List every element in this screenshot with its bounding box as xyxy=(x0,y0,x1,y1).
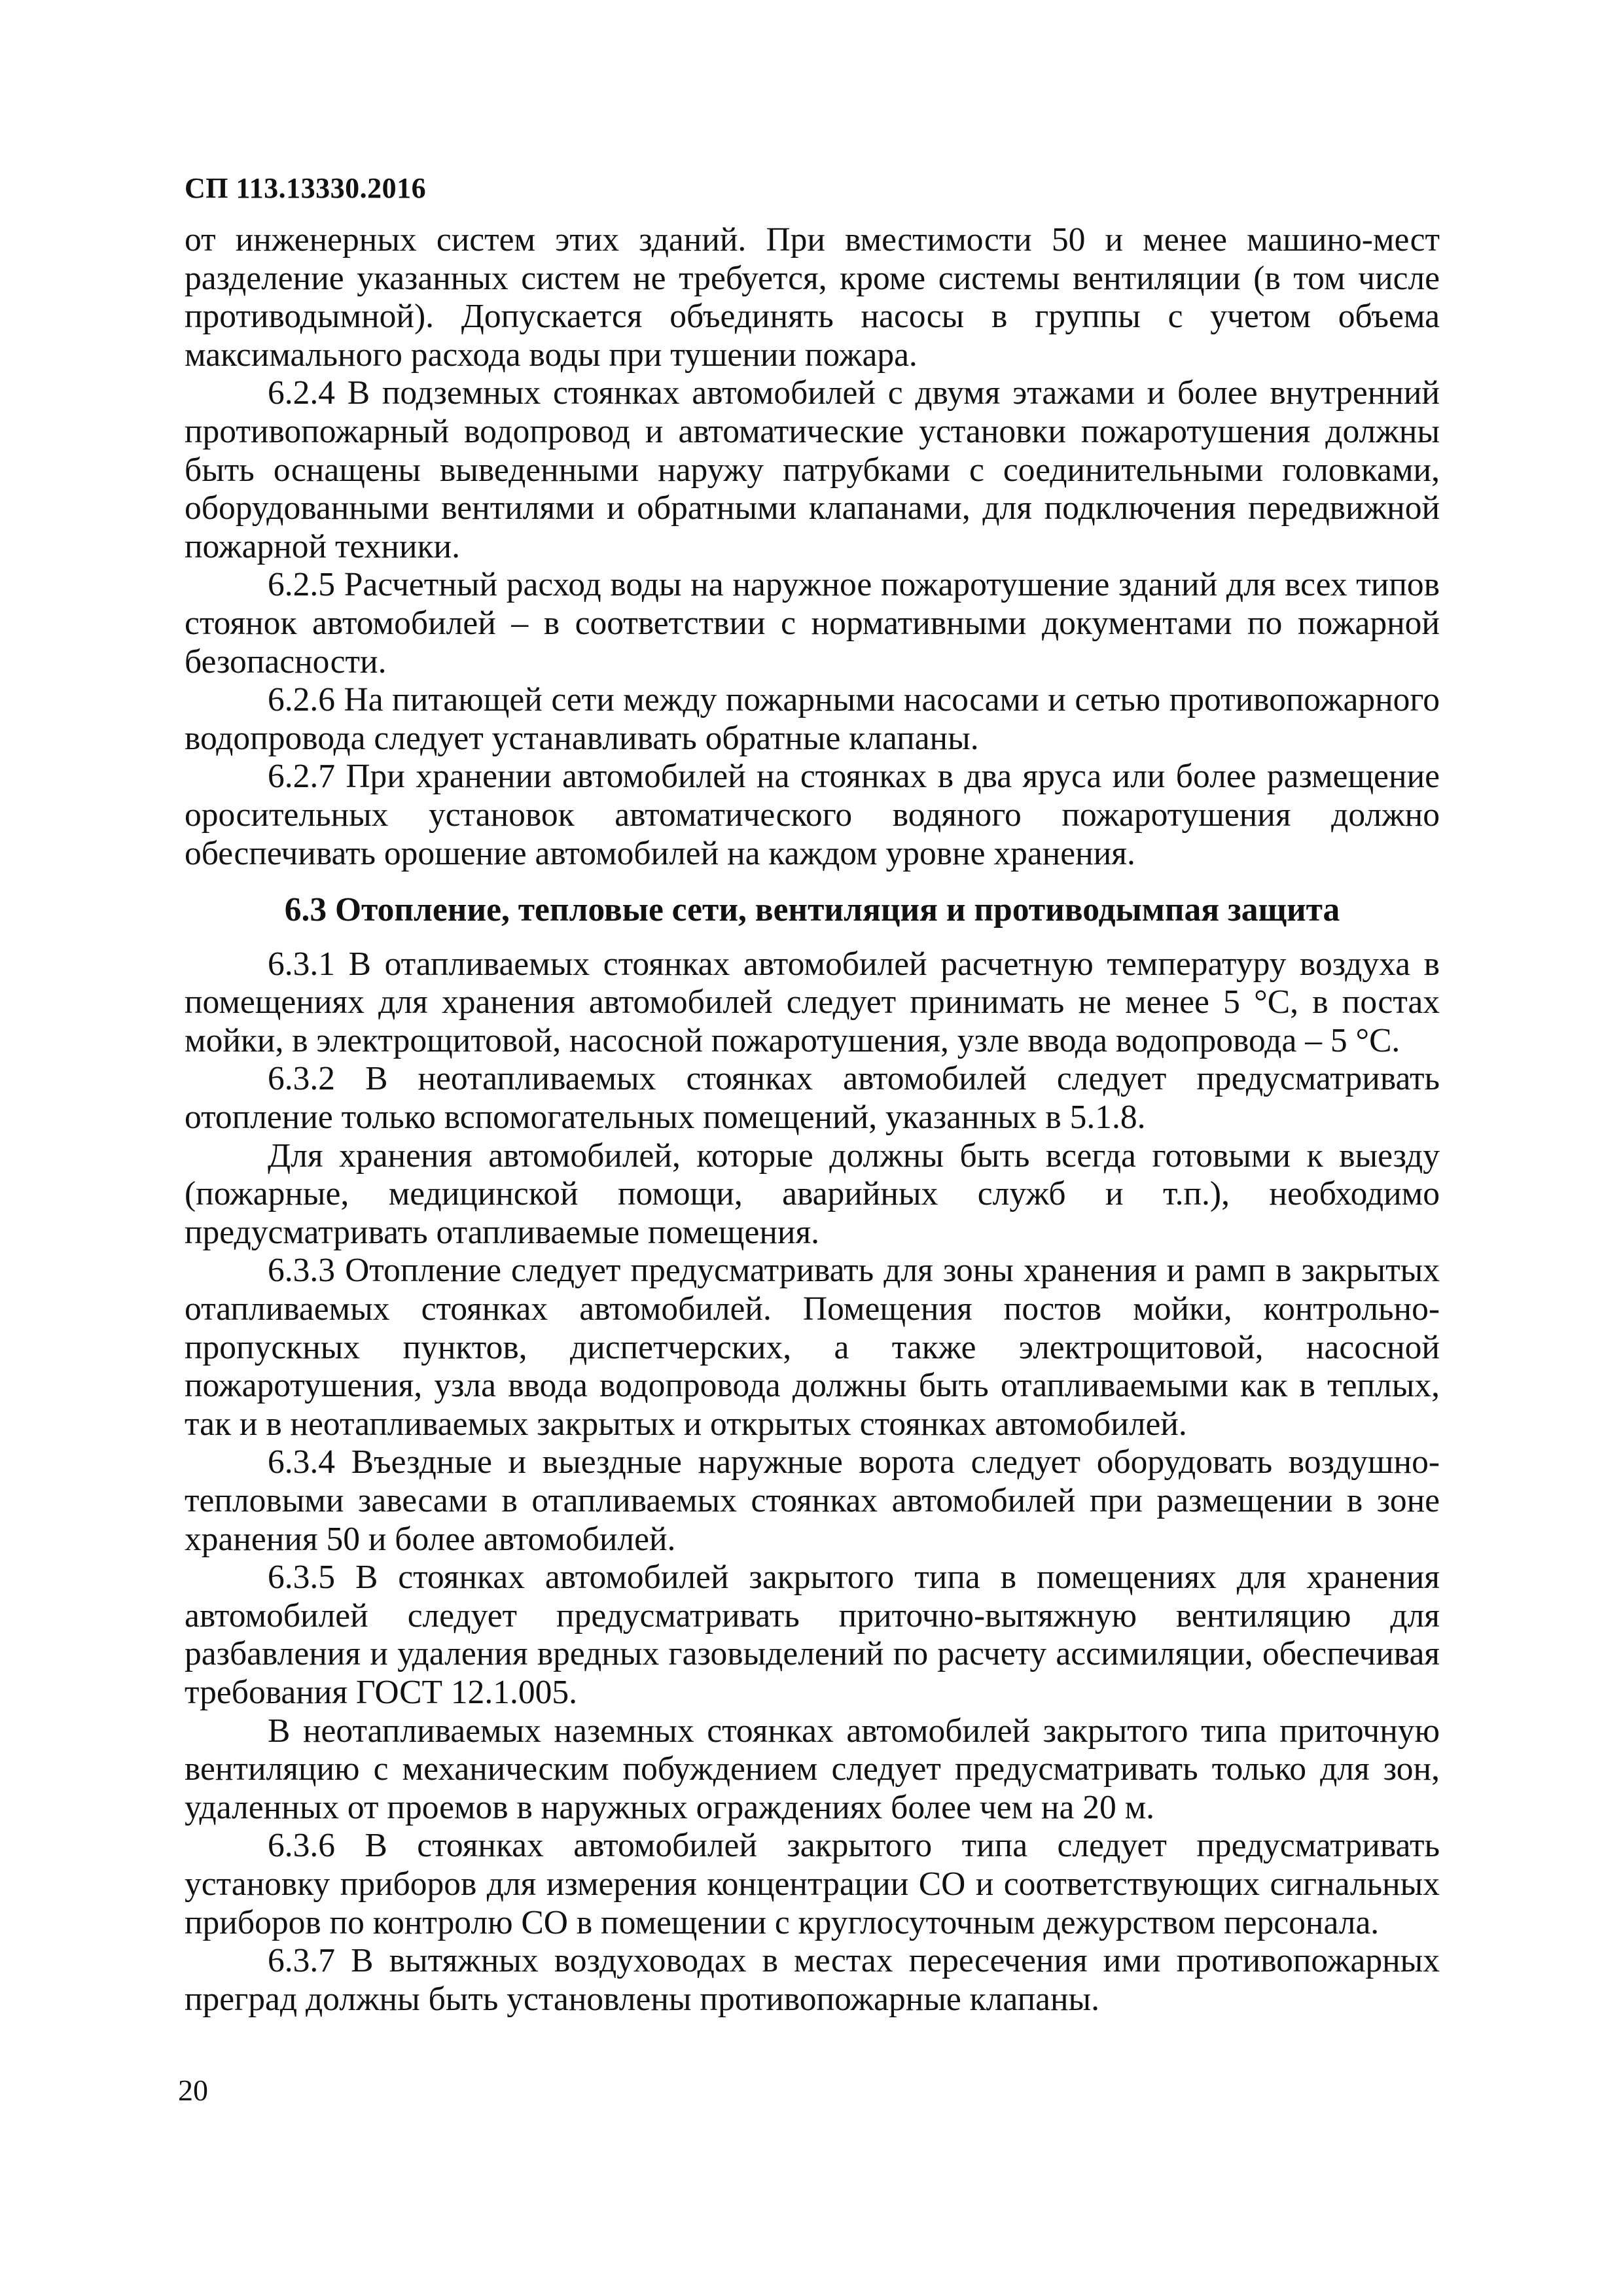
paragraph-6-3-1: 6.3.1 В отапливаемых стоянках автомобилей расчетную температуру воздуха в помещениях для хранения автомобилей следует принимать не менее 5 °С, в постах мойки, в электрощитовой, насосной пожаротушения, узле ввода водопровода – 5 °С. xyxy=(185,945,1440,1059)
paragraph-6-3-5-continued: В неотапливаемых наземных стоянках автомобилей закрытого типа приточную вентиляцию с механическим побуждением следует предусматривать только для зон, удаленных от проемов в наружных ограждениях более чем на 20 м. xyxy=(185,1712,1440,1826)
paragraph-6-3-2: 6.3.2 В неотапливаемых стоянках автомобилей следует предусматривать отопление только вспомогательных помещений, указанных в 5.1.8. xyxy=(185,1060,1440,1137)
document-code-header: СП 113.13330.2016 xyxy=(185,172,427,204)
paragraph-6-3-7: 6.3.7 В вытяжных воздуховодах в местах пересечения ими противопожарных преград должны быть установлены противопожарные клапаны. xyxy=(185,1942,1440,2018)
paragraph-6-2-4: 6.2.4 В подземных стоянках автомобилей с двумя этажами и более внутренний противопожарный водопровод и автоматические установки пожаротушения должны быть оснащены выведенными наружу патрубками с соединительными головками, оборудованными вентилями и обратными клапанами, для подключения передвижной пожарной техники. xyxy=(185,374,1440,565)
document-body xyxy=(185,221,1440,2019)
paragraph-6-2-7: 6.2.7 При хранении автомобилей на стоянках в два яруса или более размещение оросительных установок автоматического водяного пожаротушения должно обеспечивать орошение автомобилей на каждом уровне хранения. xyxy=(185,758,1440,872)
paragraph-6-3-5: 6.3.5 В стоянках автомобилей закрытого типа в помещениях для хранения автомобилей следует предусматривать приточно-вытяжную вентиляцию для разбавления и удаления вредных газовыделений по расчету ассимиляции, обеспечивая требования ГОСТ 12.1.005. xyxy=(185,1559,1440,1711)
paragraph-6-2-5: 6.2.5 Расчетный расход воды на наружное пожаротушение зданий для всех типов стоянок автомобилей – в соответствии с нормативными документами по пожарной безопасности. xyxy=(185,566,1440,680)
paragraph-6-3-4: 6.3.4 Въездные и выездные наружные ворота следует оборудовать воздушно-тепловыми завесами в отапливаемых стоянках автомобилей при размещении в зоне хранения 50 и более автомобилей. xyxy=(185,1443,1440,1558)
paragraph-6-3-3: 6.3.3 Отопление следует предусматривать для зоны хранения и рамп в закрытых отапливаемых стоянках автомобилей. Помещения постов мойки, контрольно-пропускных пунктов, диспетчерских, а также электрощитовой, насосной пожаротушения, узла ввода водопровода должны быть отапливаемыми как в теплых, так и в неотапливаемых закрытых и открытых стоянках автомобилей. xyxy=(185,1252,1440,1443)
paragraph-continuation: от инженерных систем этих зданий. При вместимости 50 и менее машино-мест разделение указанных систем не требуется, кроме системы вентиляции (в том числе противодымной). Допускается объединять насосы в группы с учетом объема максимального расхода воды при тушении пожара. xyxy=(185,221,1440,374)
paragraph-6-2-6: 6.2.6 На питающей сети между пожарными насосами и сетью противопожарного водопровода следует устанавливать обратные клапаны. xyxy=(185,681,1440,757)
paragraph-6-3-2-continued: Для хранения автомобилей, которые должны быть всегда готовыми к выезду (пожарные, медицинской помощи, аварийных служб и т.п.), необходимо предусматривать отапливаемые помещения. xyxy=(185,1137,1440,1251)
paragraph-6-3-6: 6.3.6 В стоянках автомобилей закрытого типа следует предусматривать установку приборов для измерения концентрации СО и соответствующих сигнальных приборов по контролю СО в помещении с круглосуточным дежурством персонала. xyxy=(185,1827,1440,1941)
page-number: 20 xyxy=(178,2074,208,2107)
section-heading-6-3: 6.3 Отопление, тепловые сети, вентиляция и противодымпая защита xyxy=(284,891,1340,929)
